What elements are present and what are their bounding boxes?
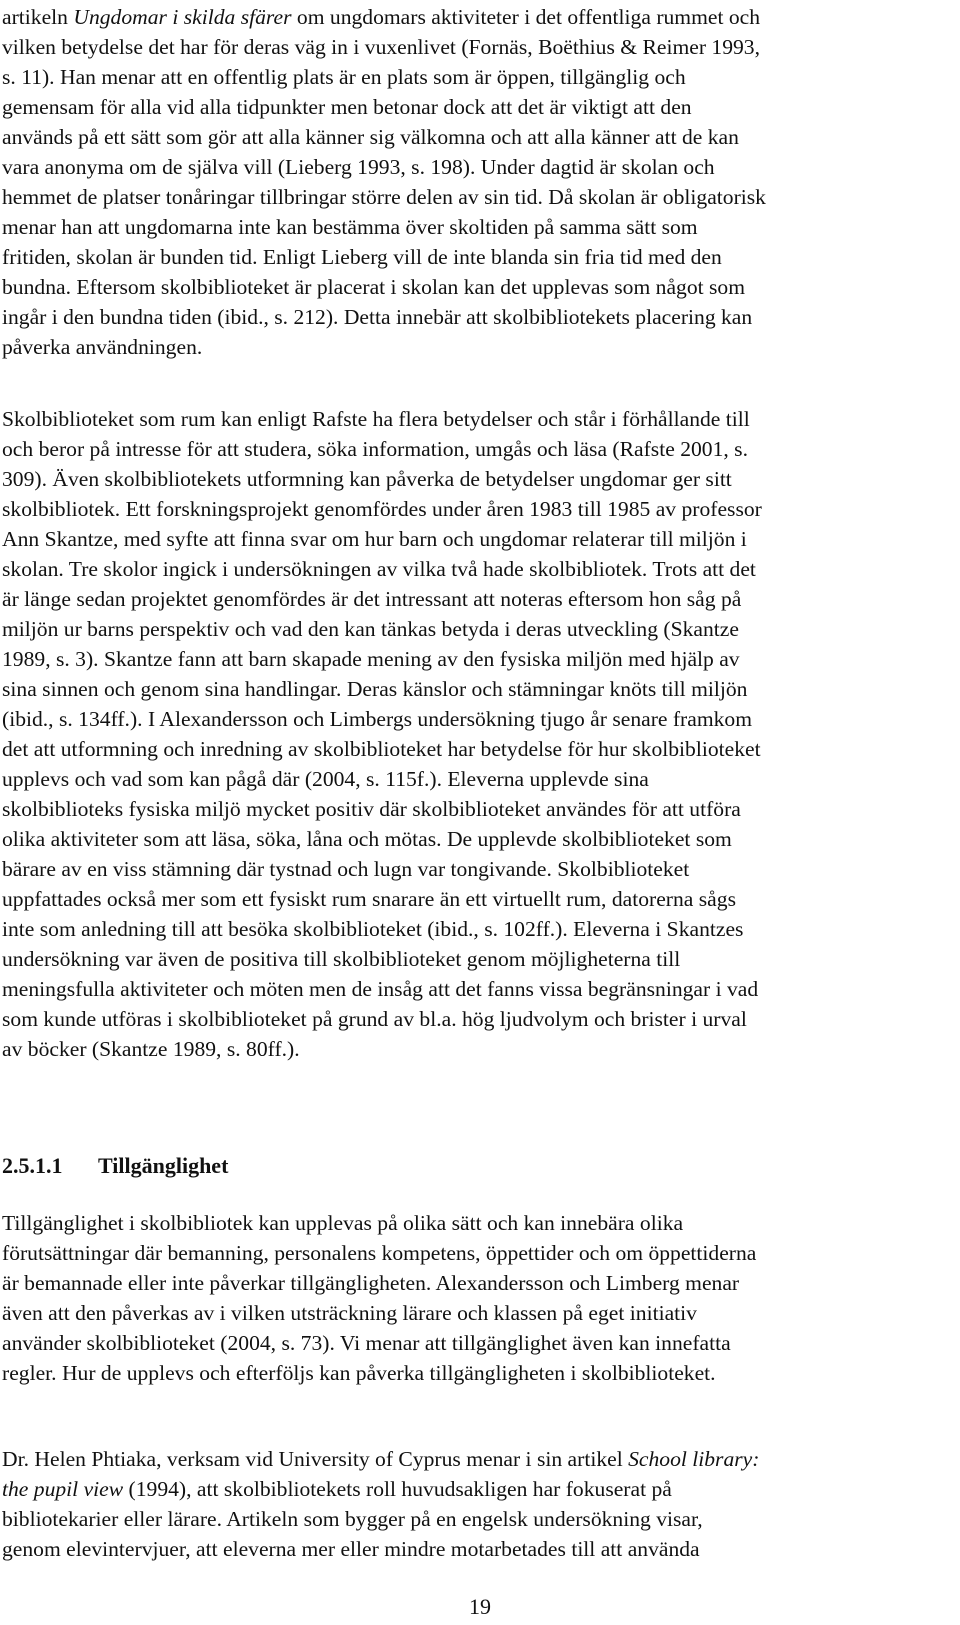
text-line: även att den påverkas av i vilken utsträckning lärare och klassen på eget initiativ	[2, 1301, 697, 1325]
text-run: artikeln	[2, 5, 74, 29]
text-line: Skolbiblioteket som rum kan enligt Rafste ha flera betydelser och står i förhållande till	[2, 407, 750, 431]
text-line: bibliotekarier eller lärare. Artikeln som bygger på en engelsk undersökning visar,	[2, 1507, 703, 1531]
text-line: skolbibliotek. Ett forskningsprojekt genomfördes under åren 1983 till 1985 av professor	[2, 497, 762, 521]
text-line: skolbiblioteks fysiska miljö mycket positiv där skolbiblioteket användes för att utföra	[2, 797, 741, 821]
text-line: används på ett sätt som gör att alla känner sig välkomna och att alla känner att de kan	[2, 125, 739, 149]
article-title: School library:	[628, 1447, 760, 1471]
section-number: 2.5.1.1	[2, 1153, 63, 1178]
text-line: genom elevintervjuer, att eleverna mer eller mindre motarbetades till att använda	[2, 1537, 700, 1561]
text-line: är bemannade eller inte påverkar tillgängligheten. Alexandersson och Limberg menar	[2, 1271, 740, 1295]
text-line: undersökning var även de positiva till skolbiblioteket genom möjligheterna till	[2, 947, 681, 971]
text-line: Ann Skantze, med syfte att finna svar om hur barn och ungdomar relaterar till miljön i	[2, 527, 747, 551]
text-line: Tillgänglighet i skolbibliotek kan upplevas på olika sätt och kan innebära olika	[2, 1211, 684, 1235]
text-line: förutsättningar där bemanning, personalens kompetens, öppettider och om öppettiderna	[2, 1241, 757, 1265]
paragraph-2	[2, 404, 942, 1064]
text-line: s. 11). Han menar att en offentlig plats är en plats som är öppen, tillgänglig och	[2, 65, 686, 89]
paragraph-4	[2, 1444, 942, 1564]
text-line	[2, 1474, 942, 1504]
text-line: sina sinnen och genom sina handlingar. Deras känslor och stämningar knöts till miljön	[2, 677, 748, 701]
text-line: regler. Hur de upplevs och efterföljs kan påverka tillgängligheten i skolbiblioteket.	[2, 1361, 716, 1385]
text-line	[2, 2, 942, 32]
text-line: skolan. Tre skolor ingick i undersökningen av vilka två hade skolbibliotek. Trots att det	[2, 557, 756, 581]
section-title: Tillgänglighet	[98, 1153, 229, 1178]
text-line: (ibid., s. 134ff.). I Alexandersson och Limbergs undersökning tjugo år senare framkom	[2, 707, 753, 731]
text-run: om ungdomars aktiviteter i det offentliga rummet och	[291, 5, 761, 29]
page-number: 19	[469, 1594, 491, 1619]
paragraph-3	[2, 1208, 942, 1388]
text-line: gemensam för alla vid alla tidpunkter men betonar dock att det är viktigt att den	[2, 95, 692, 119]
text-line: och beror på intresse för att studera, söka information, umgås och läsa (Rafste 2001, s.	[2, 437, 748, 461]
text-line: av böcker (Skantze 1989, s. 80ff.).	[2, 1037, 300, 1061]
text-line: använder skolbiblioteket (2004, s. 73). Vi menar att tillgänglighet även kan innefatta	[2, 1331, 731, 1355]
text-line: vara anonyma om de själva vill (Lieberg 1993, s. 198). Under dagtid är skolan och	[2, 155, 715, 179]
article-title: the pupil view	[2, 1477, 124, 1501]
text-line: är länge sedan projektet genomfördes är det intressant att noteras eftersom hon såg på	[2, 587, 742, 611]
text-line: inte som anledning till att besöka skolbiblioteket (ibid., s. 102ff.). Eleverna i Skantzes	[2, 917, 744, 941]
text-line: fritiden, skolan är bunden tid. Enligt Lieberg vill de inte blanda sin fria tid med den	[2, 245, 722, 269]
text-line: bundna. Eftersom skolbiblioteket är placerat i skolan kan det upplevas som något som	[2, 275, 746, 299]
text-line: menar han att ungdomarna inte kan bestämma över skoltiden på samma sätt som	[2, 215, 698, 239]
text-line: vilken betydelse det har för deras väg in i vuxenlivet (Fornäs, Boëthius & Reimer 1993,	[2, 35, 761, 59]
text-line: som kunde utföras i skolbiblioteket på grund av bl.a. hög ljudvolym och brister i urval	[2, 1007, 747, 1031]
text-line: uppfattades också mer som ett fysiskt rum snarare än ett virtuellt rum, datorerna sågs	[2, 887, 736, 911]
text-line: påverka användningen.	[2, 335, 203, 359]
text-run: Dr. Helen Phtiaka, verksam vid University of Cyprus menar i sin artikel	[2, 1447, 629, 1471]
text-line	[2, 1444, 942, 1474]
text-line: upplevs och vad som kan pågå där (2004, s. 115f.). Eleverna upplevde sina	[2, 767, 649, 791]
text-line: bärare av en viss stämning där tystnad och lugn var tongivande. Skolbiblioteket	[2, 857, 690, 881]
paragraph-1	[2, 2, 942, 362]
text-line: miljön ur barns perspektiv och vad den kan tänkas betyda i deras utveckling (Skantze	[2, 617, 739, 641]
text-line: 309). Även skolbibliotekets utformning kan påverka de betydelser ungdomar ger sitt	[2, 467, 732, 491]
text-line: meningsfulla aktiviteter och möten men de insåg att det fanns vissa begränsningar i vad	[2, 977, 759, 1001]
text-line: det att utformning och inredning av skolbiblioteket har betydelse för hur skolbiblioteket	[2, 737, 761, 761]
text-run: (1994), att skolbibliotekets roll huvudsakligen har fokuserat på	[123, 1477, 672, 1501]
text-line: olika aktiviteter som att läsa, söka, låna och mötas. De upplevde skolbiblioteket som	[2, 827, 732, 851]
book-title: Ungdomar i skilda sfärer	[73, 5, 292, 29]
text-line: 1989, s. 3). Skantze fann att barn skapade mening av den fysiska miljön med hjälp av	[2, 647, 740, 671]
section-heading	[2, 1151, 228, 1181]
text-line: ingår i den bundna tiden (ibid., s. 212). Detta innebär att skolbibliotekets placering kan	[2, 305, 753, 329]
text-line: hemmet de platser tonåringar tillbringar större delen av sin tid. Då skolan är obligatorisk	[2, 185, 766, 209]
